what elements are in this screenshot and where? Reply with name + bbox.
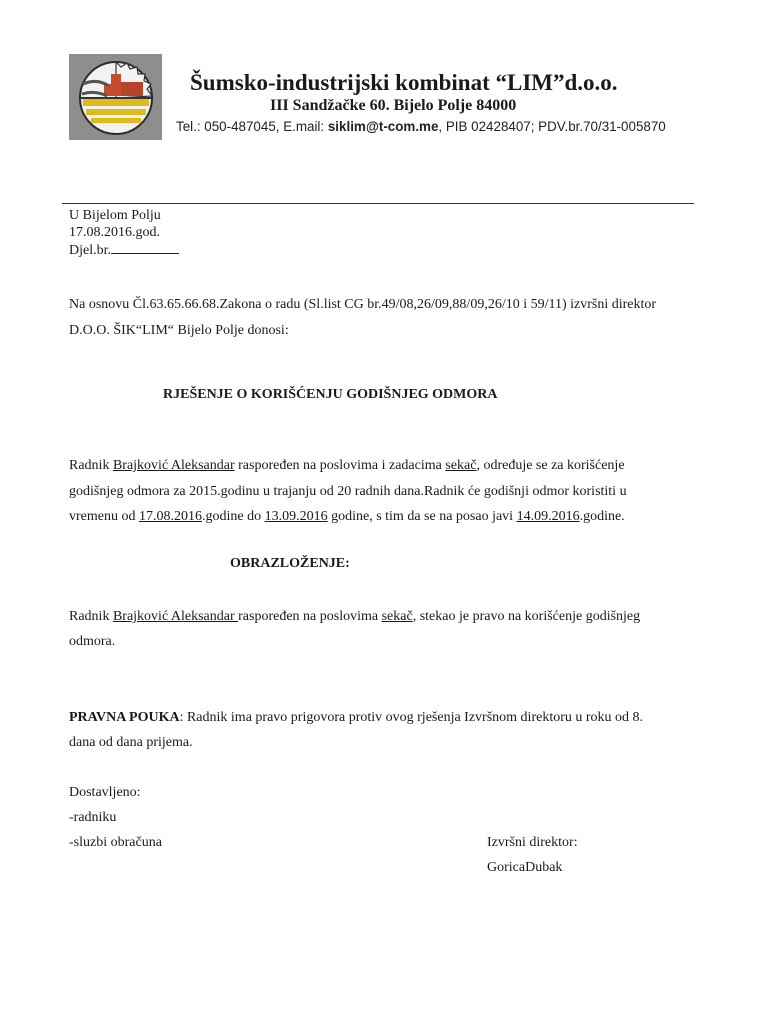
employee-position: sekač (381, 609, 413, 624)
text-fragment: raspoređen na poslovima i zadacima (234, 458, 446, 473)
signature-name: GoricaDubak (487, 860, 563, 875)
text-fragment: , stekao je pravo na korišćenje godišnjeg (412, 609, 641, 624)
leave-start-date: 17.08.2016 (138, 509, 202, 524)
company-contact (176, 119, 666, 134)
text-fragment: vremenu od (69, 509, 139, 524)
place: U Bijelom Polju (69, 208, 161, 223)
contact-suffix: , PIB 02428407; PDV.br.70/31-005870 (438, 119, 666, 134)
intro-line-2: D.O.O. ŠIK“LIM“ Bijelo Polje donosi: (69, 323, 289, 338)
reasoning-title: OBRAZLOŽENJE: (230, 556, 350, 571)
delivery-item-accounting: -sluzbi obračuna (69, 835, 162, 850)
text-fragment: .godine do (201, 509, 265, 524)
reference-label: Djel.br. (69, 243, 111, 258)
text-fragment: Radnik (69, 458, 113, 473)
decision-line-3 (69, 504, 625, 530)
decision-title: RJEŠENJE O KORIŠĆENJU GODIŠNJEG ODMORA (163, 387, 498, 402)
company-logo (69, 54, 162, 140)
reasoning-line-2: odmora. (69, 634, 116, 649)
text-fragment: raspoređen na poslovima (238, 609, 382, 624)
signature-title: Izvršni direktor: (487, 835, 578, 850)
legal-note-line-2: dana od dana prijema. (69, 735, 193, 750)
legal-note-line-1 (69, 705, 643, 731)
company-logo-icon (69, 54, 162, 140)
reasoning-line-1 (69, 604, 640, 630)
text-fragment: Radnik (69, 609, 113, 624)
company-email: siklim@t-com.me (327, 119, 439, 134)
return-date: 14.09.2016 (516, 509, 580, 524)
text-fragment: : Radnik ima pravo prigovora protiv ovog rješenja Izvršnom direktoru u roku od 8. (179, 710, 644, 725)
company-name: Šumsko-industrijski kombinat “LIM”d.o.o. (190, 70, 618, 95)
reference-number (69, 241, 179, 259)
text-fragment: .godine. (579, 509, 625, 524)
header-divider (62, 203, 694, 204)
delivery-label: Dostavljeno: (69, 785, 141, 800)
leave-end-date: 13.09.2016 (264, 509, 328, 524)
company-address: III Sandžačke 60. Bijelo Polje 84000 (270, 97, 517, 114)
intro-line-1: Na osnovu Čl.63.65.66.68.Zakona o radu (Sl.list CG br.49/08,26/09,88/09,26/10 i 59/11) izvršni direktor (69, 297, 657, 312)
legal-note-label: PRAVNA POUKA (69, 710, 180, 725)
employee-name: Brajković Aleksandar (112, 458, 235, 473)
decision-line-2: godišnjeg odmora za 2015.godinu u trajanju od 20 radnih dana.Radnik će godišnji odmor koristiti u (69, 484, 627, 499)
decision-line-1 (69, 453, 625, 479)
document-date: 17.08.2016.god. (69, 225, 160, 240)
contact-prefix: Tel.: 050-487045, E.mail: (176, 119, 328, 134)
employee-position: sekač (445, 458, 477, 473)
reference-blank (111, 241, 179, 254)
delivery-item-employee: -radniku (69, 810, 117, 825)
text-fragment: , određuje se za korišćenje (476, 458, 625, 473)
text-fragment: godine, s tim da se na posao javi (327, 509, 517, 524)
employee-name: Brajković Aleksandar (112, 609, 239, 624)
